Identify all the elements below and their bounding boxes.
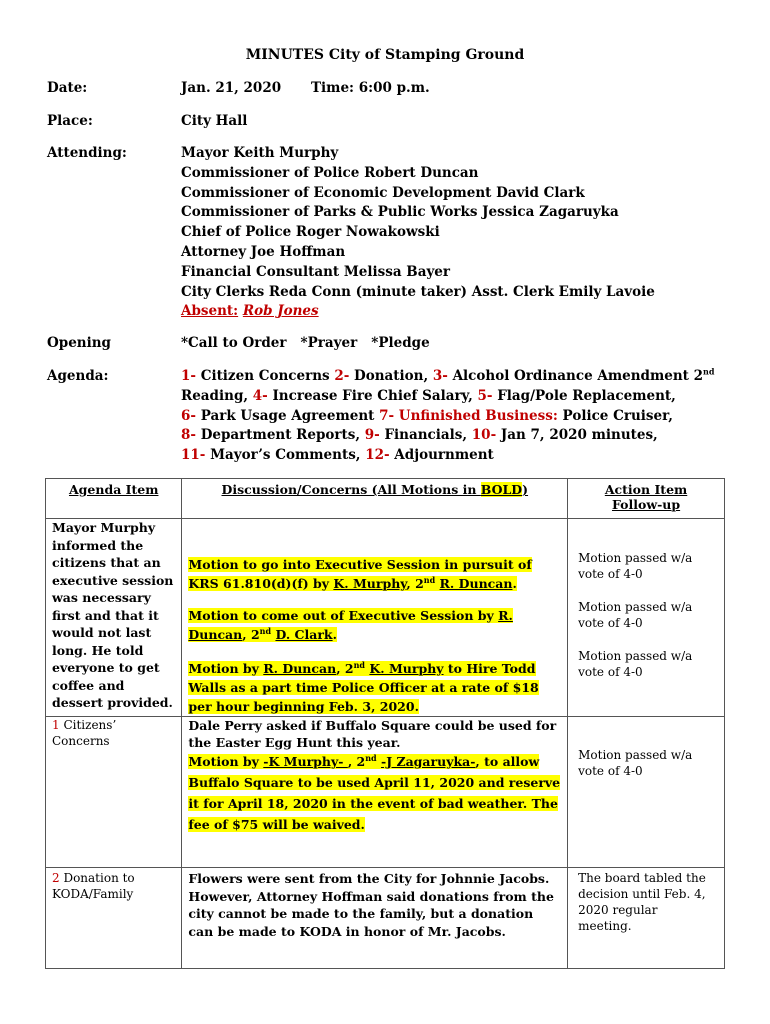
attendee: Commissioner of Parks & Public Works Jessica Zagaruyka bbox=[181, 204, 619, 221]
agenda-text: Reading, bbox=[181, 387, 253, 404]
agenda-num: 7- bbox=[379, 407, 395, 424]
attendee-list bbox=[181, 144, 655, 322]
date-label: Date: bbox=[47, 80, 88, 96]
agenda-text: Citizen Concerns bbox=[196, 368, 335, 384]
seconder: -J Zagaruyka- bbox=[381, 754, 476, 769]
agenda-text: Department Reports, bbox=[196, 427, 365, 444]
attendee: Chief of Police Roger Nowakowski bbox=[181, 224, 440, 241]
action-result: Motion passed w/a vote of 4-0 bbox=[578, 748, 693, 778]
agenda-line bbox=[181, 446, 714, 466]
place-value: City Hall bbox=[181, 113, 248, 129]
table-row bbox=[46, 868, 725, 969]
discussion-text: Dale Perry asked if Buffalo Square could be used for the Easter Egg Hunt this year. bbox=[188, 718, 557, 750]
mover: -K Murphy- bbox=[263, 754, 348, 769]
attendee: Financial Consultant Melissa Bayer bbox=[181, 263, 450, 280]
motion-text: Motion by bbox=[188, 661, 264, 676]
motion-text: Motion to come out of Executive Session by bbox=[188, 608, 499, 623]
seconder: K. Murphy bbox=[369, 661, 444, 676]
seconder: R. Duncan bbox=[439, 576, 513, 591]
agenda-line bbox=[181, 426, 714, 446]
absent-line bbox=[181, 302, 655, 322]
agenda-num: 10- bbox=[471, 427, 497, 444]
agenda-num: 11- bbox=[181, 447, 206, 464]
agenda-num: 3- bbox=[432, 368, 448, 384]
item-number: 1 bbox=[52, 718, 60, 732]
action-result: Motion passed w/a vote of 4-0 bbox=[578, 600, 693, 630]
action-result: Motion passed w/a vote of 4-0 bbox=[578, 551, 693, 581]
agenda-text: Increase Fire Chief Salary, bbox=[267, 387, 478, 404]
agenda-list bbox=[181, 367, 714, 466]
table-row bbox=[46, 717, 725, 868]
action-result: Motion passed w/a vote of 4-0 bbox=[578, 649, 693, 679]
header-text: ) bbox=[522, 482, 529, 497]
motion-text: , 2 bbox=[336, 661, 354, 676]
superscript: nd bbox=[423, 574, 436, 585]
motion-text: . bbox=[332, 627, 337, 642]
table-row bbox=[46, 519, 725, 717]
superscript: nd bbox=[353, 659, 366, 670]
agenda-num: 5- bbox=[477, 387, 493, 404]
opening-label: Opening bbox=[47, 335, 111, 351]
agenda-text: Alcohol Ordinance Amendment 2 bbox=[447, 368, 703, 384]
agenda-num: 4- bbox=[252, 387, 268, 404]
item-title: Citizens’ Concerns bbox=[52, 718, 117, 748]
agenda-text: Donation, bbox=[349, 368, 433, 384]
motion-executive-session bbox=[188, 555, 561, 593]
agenda-cell bbox=[46, 868, 182, 969]
mayor-note: Mayor Murphy informed the citizens that an executive session was necessary first and that it would not last long. He told everyone to get coffee and dessert provided. bbox=[52, 520, 174, 710]
time-value: Time: 6:00 p.m. bbox=[311, 80, 430, 96]
agenda-cell bbox=[46, 519, 182, 717]
action-cell: The board tabled the decision until Feb. 4, 2020 regular meeting. bbox=[568, 868, 725, 969]
discussion-cell bbox=[182, 519, 568, 717]
agenda-num: 2- bbox=[334, 368, 350, 384]
agenda-text: Adjournment bbox=[389, 447, 494, 464]
attendee: Commissioner of Police Robert Duncan bbox=[181, 164, 479, 181]
date-value: Jan. 21, 2020 bbox=[181, 80, 282, 96]
agenda-line bbox=[181, 407, 714, 427]
item-title: Donation to KODA/Family bbox=[52, 871, 135, 901]
motion-come-out bbox=[188, 606, 561, 644]
action-cell bbox=[568, 717, 725, 868]
motion-text: to Hire Todd Walls as a part time Police Officer at a rate of $18 per hour beginning Feb. 3, 2020. bbox=[188, 661, 539, 714]
discussion-cell bbox=[182, 717, 568, 868]
motion-buffalo-square bbox=[188, 751, 561, 835]
minutes-table bbox=[45, 478, 725, 969]
motion-text: . bbox=[512, 576, 517, 591]
item-number: 2 bbox=[52, 871, 60, 885]
header-agenda-item: Agenda Item bbox=[46, 479, 182, 519]
superscript: nd bbox=[259, 625, 272, 636]
agenda-text: Park Usage Agreement bbox=[196, 407, 380, 424]
motion-hire-officer bbox=[188, 659, 561, 716]
agenda-num: 6- bbox=[181, 407, 196, 424]
motion-text: Motion to go into Executive Session in pursuit of KRS 61.810(d)(f) by bbox=[188, 557, 532, 591]
document-title: MINUTES City of Stamping Ground bbox=[245, 47, 525, 63]
agenda-text: Jan 7, 2020 minutes, bbox=[496, 427, 658, 444]
discussion-cell: Flowers were sent from the City for Johnnie Jacobs. However, Attorney Hoffman said donations from the city cannot be made to the family, but a donation can be made to KODA in honor of Mr. Jacobs. bbox=[182, 868, 568, 969]
agenda-text: Police Cruiser, bbox=[557, 407, 673, 424]
agenda-line bbox=[181, 367, 714, 387]
attending-label: Attending: bbox=[47, 145, 127, 161]
mover: K. Murphy bbox=[333, 576, 407, 591]
attendee: Commissioner of Economic Development David Clark bbox=[181, 184, 585, 201]
agenda-text: Unfinished Business: bbox=[394, 407, 558, 424]
header-discussion bbox=[182, 479, 568, 519]
header-action-item: Action Item Follow-up bbox=[568, 479, 725, 519]
agenda-cell bbox=[46, 717, 182, 868]
opening-value: *Call to Order *Prayer *Pledge bbox=[181, 335, 430, 351]
agenda-text: Flag/Pole Replacement, bbox=[492, 387, 676, 404]
attendee: City Clerks Reda Conn (minute taker) Asst. Clerk Emily Lavoie bbox=[181, 283, 655, 300]
action-cell bbox=[568, 519, 725, 717]
agenda-label: Agenda: bbox=[47, 368, 109, 384]
absent-name: Rob Jones bbox=[242, 303, 319, 320]
agenda-num: 1- bbox=[181, 368, 196, 384]
superscript: nd bbox=[365, 752, 377, 763]
seconder: D. Clark bbox=[275, 627, 333, 642]
motion-text: Motion by bbox=[188, 754, 264, 769]
header-text: Discussion/Concerns (All Motions in bbox=[221, 482, 481, 497]
motion-text: , to allow Buffalo Square to be used April 11, 2020 and reserve it for April 18, 2020 in the event of bad weather. The fee of $75 will be waived. bbox=[188, 754, 561, 832]
motion-text: , 2 bbox=[406, 576, 424, 591]
header-bold: BOLD bbox=[480, 482, 523, 497]
mover: R. Duncan bbox=[263, 661, 337, 676]
table-header-row bbox=[46, 479, 725, 519]
agenda-num: 9- bbox=[364, 427, 380, 444]
attendee: Attorney Joe Hoffman bbox=[181, 243, 346, 260]
attendee: Mayor Keith Murphy bbox=[181, 145, 339, 161]
motion-text: , 2 bbox=[242, 627, 260, 642]
place-label: Place: bbox=[47, 113, 93, 129]
agenda-num: 8- bbox=[181, 427, 196, 444]
agenda-line bbox=[181, 387, 714, 407]
agenda-num: 12- bbox=[365, 447, 390, 464]
absent-label: Absent: bbox=[181, 303, 239, 320]
agenda-text: Financials, bbox=[379, 427, 472, 444]
motion-text: , 2 bbox=[347, 754, 366, 769]
mover: R. Duncan bbox=[188, 608, 513, 642]
superscript: nd bbox=[703, 366, 715, 377]
agenda-text: Mayor’s Comments, bbox=[205, 447, 366, 464]
